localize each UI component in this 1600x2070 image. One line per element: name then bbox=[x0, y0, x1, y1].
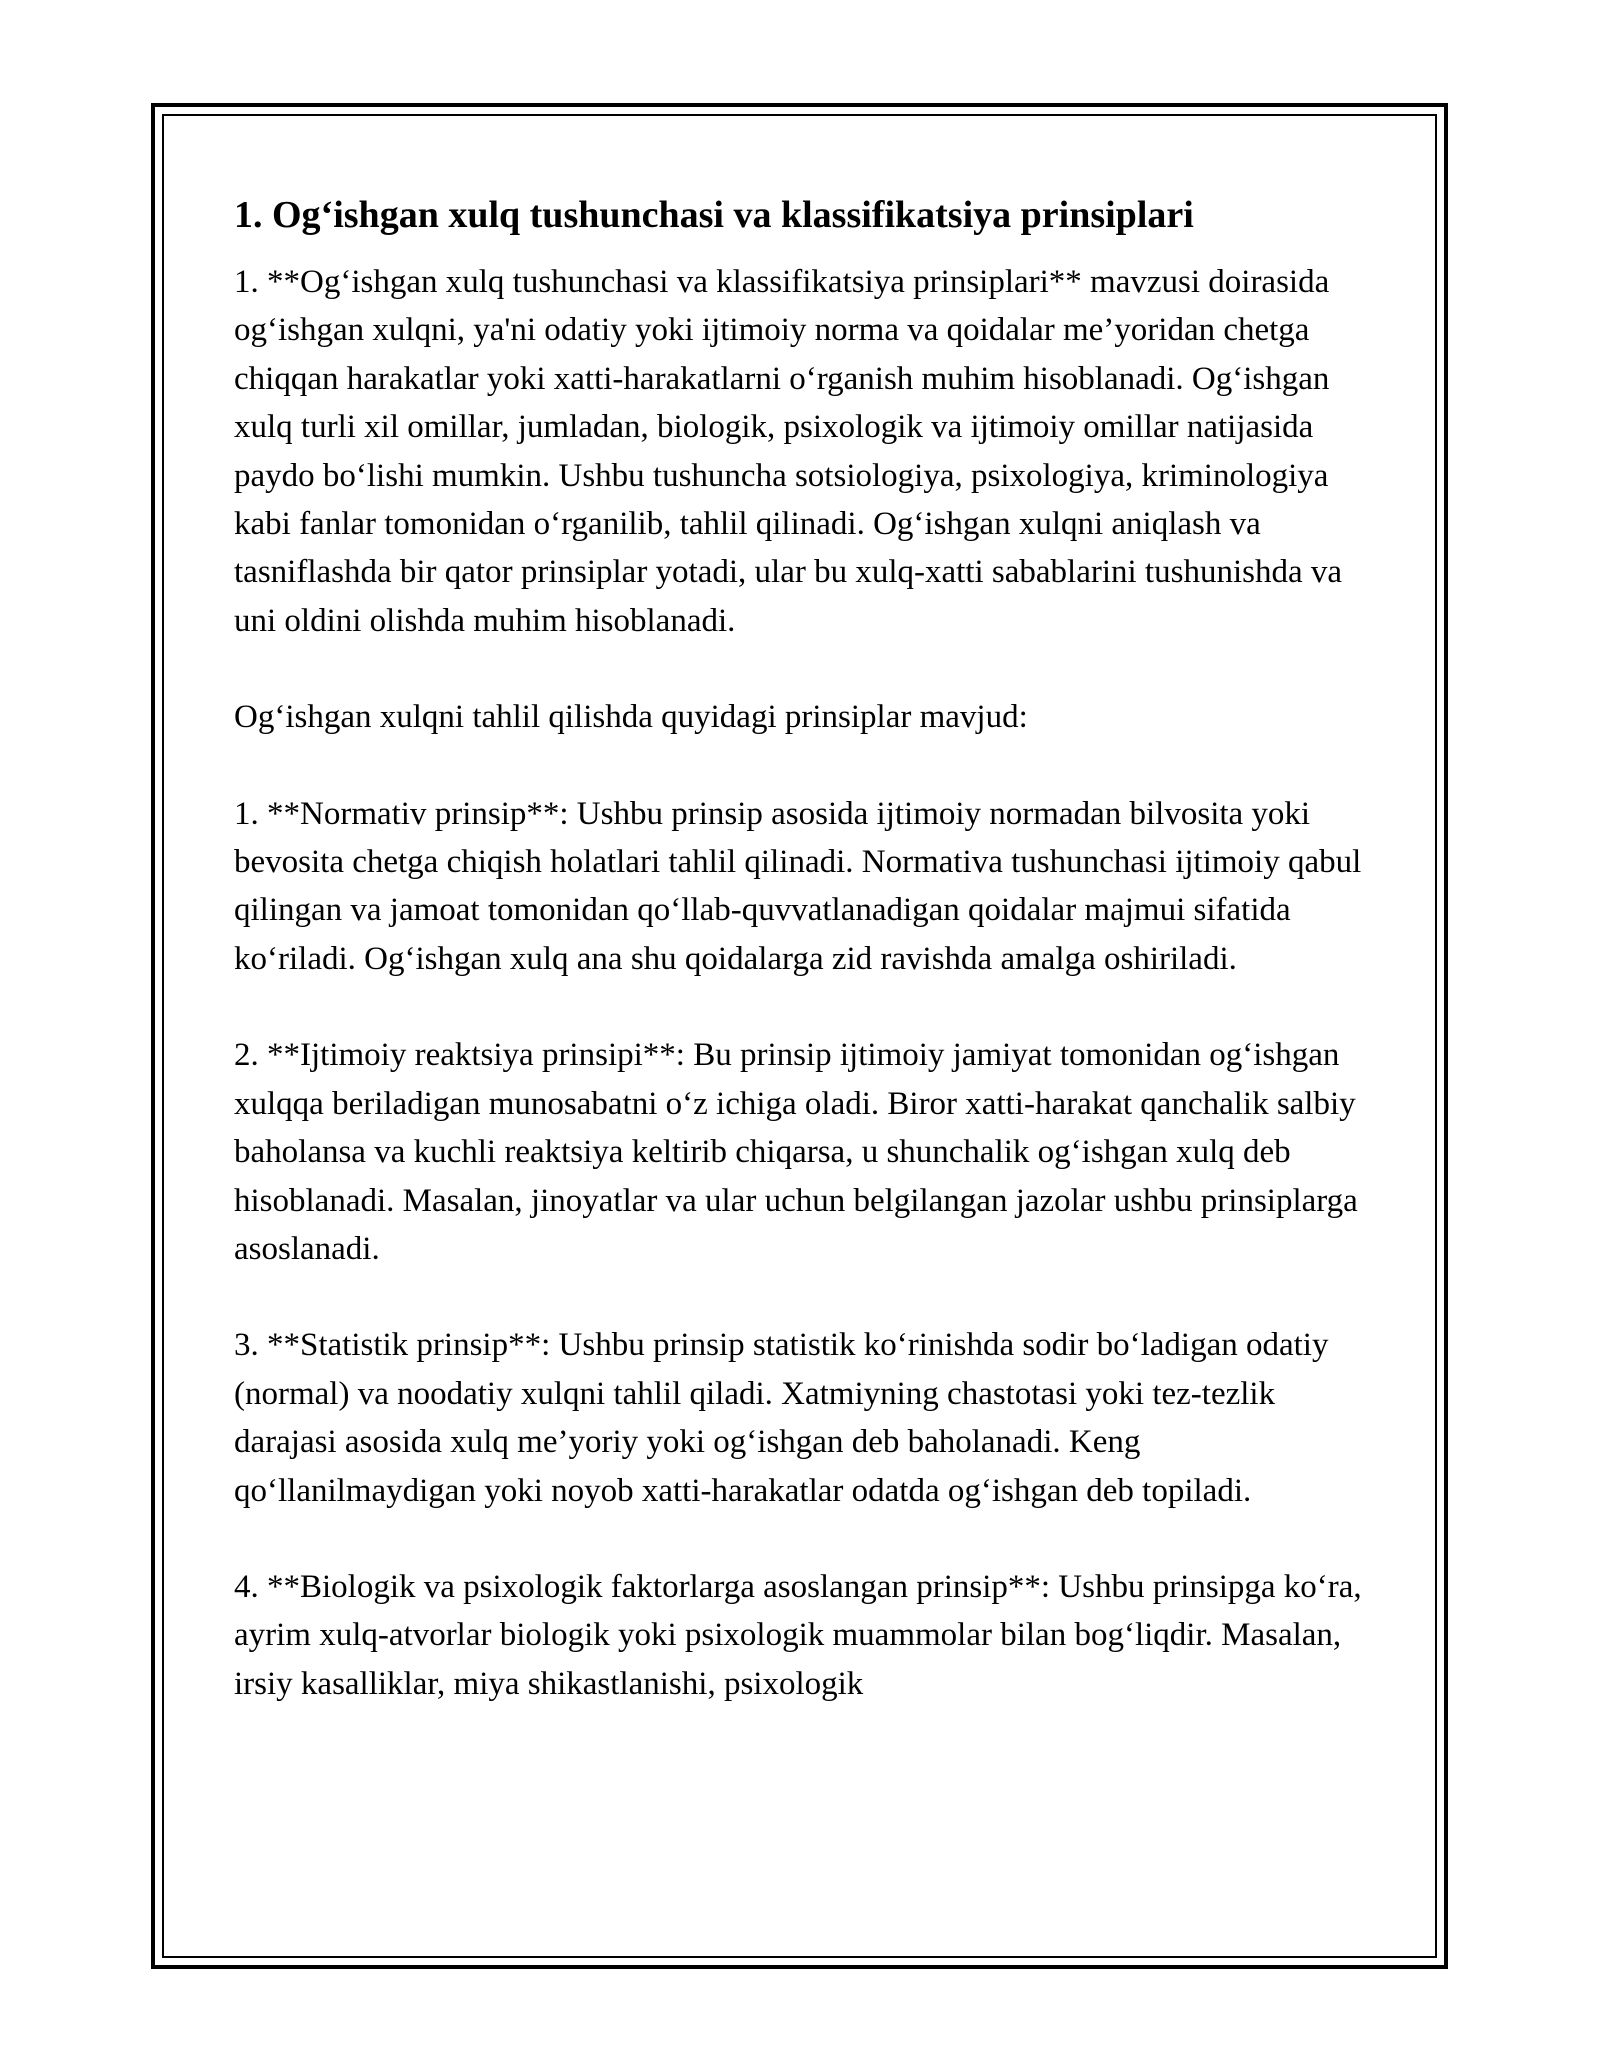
page-title: 1. Og‘ishgan xulq tushunchasi va klassifikatsiya prinsiplari bbox=[234, 194, 1194, 236]
paragraph-statistical-principle: 3. **Statistik prinsip**: Ushbu prinsip statistik ko‘rinishda sodir bo‘ladigan odatiy (normal) va noodatiy xulqni tahlil qiladi. Xatmiyning chastotasi yoki tez-tezlik darajasi asosida xulq me’yoriy yoki og‘ishgan deb baholanadi. Keng qo‘llanilmaydigan yoki noyob xatti-harakatlar odatda og‘ishgan deb topiladi. bbox=[234, 1327, 1329, 1509]
paragraph-normative-principle: 1. **Normativ prinsip**: Ushbu prinsip asosida ijtimoiy normadan bilvosita yoki bevosita chetga chiqish holatlari tahlil qilinadi. Normativa tushunchasi ijtimoiy qabul qilingan va jamoat tomonidan qo‘llab-quvvatlanadigan qoidalar majmui sifatida ko‘riladi. Og‘ishgan xulq ana shu qoidalarga zid ravishda amalga oshiriladi. bbox=[234, 795, 1362, 977]
paragraph-principles-lead: Og‘ishgan xulqni tahlil qilishda quyidagi prinsiplar mavjud: bbox=[234, 699, 1028, 736]
paragraph-biological-psychological-principle: 4. **Biologik va psixologik faktorlarga asoslangan prinsip**: Ushbu prinsipga ko‘ra, ayrim xulq-atvorlar biologik yoki psixologik muammolar bilan bog‘liqdir. Masalan, irsiy kasalliklar, miya shikastlanishi, psixologik bbox=[234, 1568, 1362, 1702]
paragraph-intro: 1. **Og‘ishgan xulq tushunchasi va klassifikatsiya prinsiplari** mavzusi doirasida og‘ishgan xulqni, ya'ni odatiy yoki ijtimoiy norma va qoidalar me’yoridan chetga chiqqan harakatlar yoki xatti-harakatlarni o‘rganish muhim hisoblanadi. Og‘ishgan xulq turli xil omillar, jumladan, biologik, psixologik va ijtimoiy omillar natijasida paydo bo‘lishi mumkin. Ushbu tushuncha sotsiologiya, psixologiya, kriminologiya kabi fanlar tomonidan o‘rganilib, tahlil qilinadi. Og‘ishgan xulqni aniqlash va tasniflashda bir qator prinsiplar yotadi, ular bu xulq-xatti sabablarini tushunishda va uni oldini olishda muhim hisoblanadi. bbox=[234, 264, 1342, 639]
document-body bbox=[234, 192, 1384, 1756]
paragraph-social-reaction-principle: 2. **Ijtimoiy reaktsiya prinsipi**: Bu prinsip ijtimoiy jamiyat tomonidan og‘ishgan xulqqa beriladigan munosabatni o‘z ichiga oladi. Biror xatti-harakat qanchalik salbiy baholansa va kuchli reaktsiya keltirib chiqarsa, u shunchalik og‘ishgan xulq deb hisoblanadi. Masalan, jinoyatlar va ular uchun belgilangan jazolar ushbu prinsiplarga asoslanadi. bbox=[234, 1037, 1358, 1267]
